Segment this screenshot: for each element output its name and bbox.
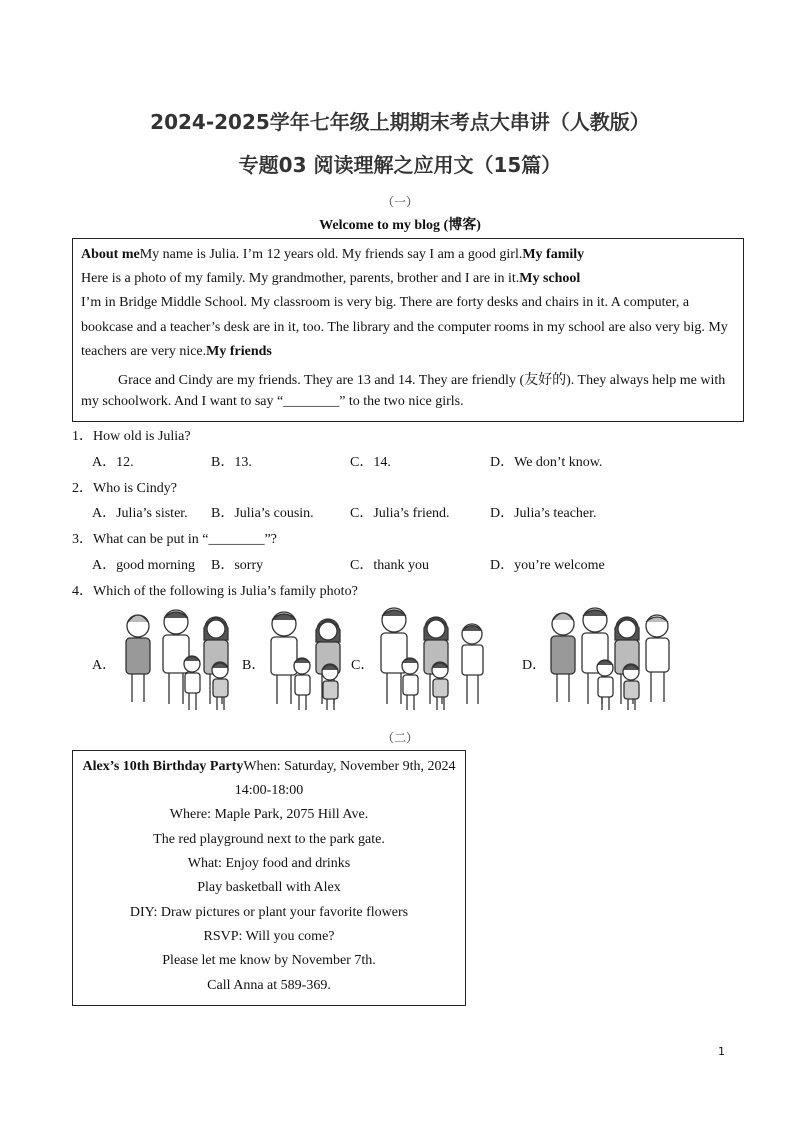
section-number: （一） (381, 195, 418, 209)
family-illustration-b[interactable] (266, 604, 348, 714)
passage-line: my schoolwork. And I want to say “________” to the two nice girls. (81, 394, 464, 409)
family-illustration-d[interactable] (545, 604, 675, 714)
family-illustration-c[interactable] (374, 604, 494, 714)
passage-line: About meMy name is Julia. I’m 12 years old. My friends say I am a good girl.My family (81, 247, 585, 262)
section-number: （二） (381, 731, 418, 745)
question-1: 1．How old is Julia? (72, 429, 191, 444)
document-subtitle: 专题03 阅读理解之应用文（15篇） (238, 153, 562, 177)
option-d[interactable]: D．We don’t know. (490, 455, 603, 470)
document-title: 2024-2025学年七年级上期期末考点大串讲（人教版） (150, 110, 650, 134)
option-c[interactable]: C．14. (350, 455, 391, 470)
poster-line: What: Enjoy food and drinks (187, 856, 351, 871)
poster-line: The red playground next to the park gate. (153, 832, 385, 847)
option-a[interactable]: A． (92, 658, 117, 673)
poster-line: Please let me know by November 7th. (162, 953, 376, 968)
option-a[interactable]: A．12. (92, 455, 134, 470)
option-b[interactable]: B． (242, 658, 266, 673)
option-d[interactable]: D．you’re welcome (490, 558, 605, 573)
option-a[interactable]: A．good morning (92, 558, 196, 573)
option-c[interactable]: C． (351, 658, 375, 673)
passage-line: bookcase and a teacher’s desk are in it, too. The library and the computer rooms in my school are also very big. My (81, 320, 728, 335)
question-3: 3．What can be put in “________”? (72, 532, 277, 547)
poster-line: 14:00-18:00 (234, 783, 304, 798)
page-number: 1 (718, 1045, 725, 1058)
option-b[interactable]: B．sorry (211, 558, 264, 573)
passage-box (72, 238, 744, 422)
blog-title: Welcome to my blog (博客) (319, 218, 481, 233)
option-a[interactable]: A．Julia’s sister. (92, 506, 188, 521)
option-d[interactable]: D． (522, 658, 547, 673)
option-b[interactable]: B．13. (211, 455, 252, 470)
poster-line: Where: Maple Park, 2075 Hill Ave. (169, 807, 369, 822)
poster-line: DIY: Draw pictures or plant your favorite flowers (129, 905, 409, 920)
passage-line: Grace and Cindy are my friends. They are 13 and 14. They are friendly (友好的). They always help me with (118, 373, 726, 388)
question-2: 2．Who is Cindy? (72, 481, 177, 496)
option-c[interactable]: C．Julia’s friend. (350, 506, 450, 521)
passage-line: I’m in Bridge Middle School. My classroom is very big. There are forty desks and chairs in it. A computer, a (81, 295, 690, 310)
option-d[interactable]: D．Julia’s teacher. (490, 506, 597, 521)
passage-line: Here is a photo of my family. My grandmother, parents, brother and I are in it.My school (81, 271, 581, 286)
party-poster-box (72, 750, 466, 1006)
passage-line: teachers are very nice.My friends (81, 344, 272, 359)
question-4: 4．Which of the following is Julia’s family photo? (72, 584, 358, 599)
option-b[interactable]: B．Julia’s cousin. (211, 506, 314, 521)
poster-line: RSVP: Will you come? (203, 929, 335, 944)
family-illustration-a[interactable] (118, 604, 243, 714)
poster-line: Call Anna at 589-369. (207, 978, 331, 993)
poster-line: Alex’s 10th Birthday PartyWhen: Saturday, November 9th, 2024 (82, 759, 456, 774)
poster-line: Play basketball with Alex (197, 880, 341, 895)
option-c[interactable]: C．thank you (350, 558, 429, 573)
